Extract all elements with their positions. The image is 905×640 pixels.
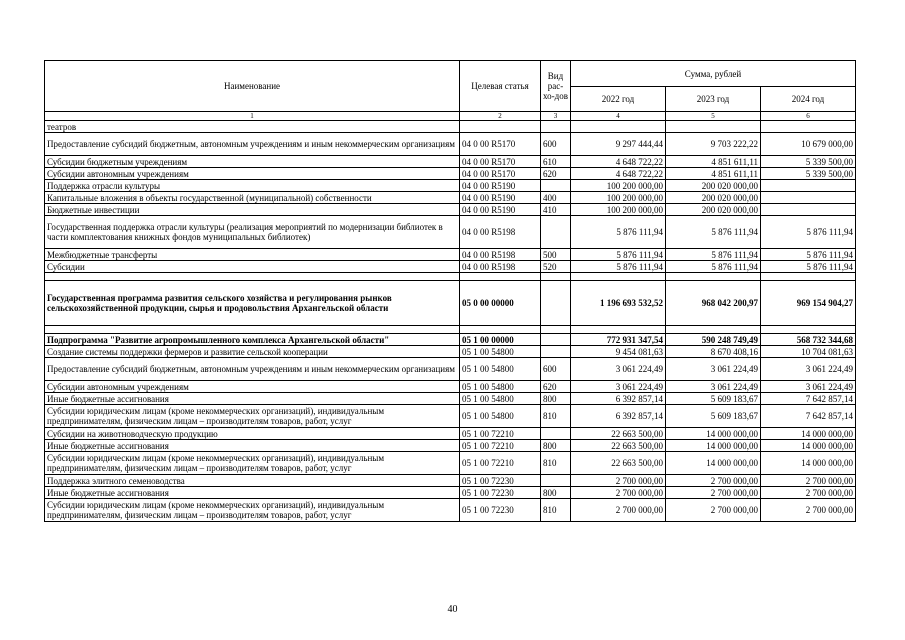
row-value-2024: 10 679 000,00 [761,133,856,156]
row-value-2023: 4 851 611,11 [666,168,761,180]
row-kind: 810 [541,405,571,428]
index-3: 3 [541,112,571,121]
row-value-2023: 14 000 000,00 [666,428,761,440]
row-value-2022: 22 663 500,00 [571,428,666,440]
row-name: Государственная поддержка отрасли культуры (реализация мероприятий по модернизации библиотек в части комплектования книжных фондов муниципальных библиотек) [45,216,460,249]
index-5: 5 [666,112,761,121]
row-kind [541,273,571,281]
row-value-2023: 968 042 200,97 [666,281,761,326]
row-value-2024: 14 000 000,00 [761,440,856,452]
header-year-2024: 2024 год [761,87,856,112]
row-value-2023: 3 061 224,49 [666,381,761,393]
table-body [45,121,856,522]
row-value-2023 [666,326,761,334]
header-year-2022: 2022 год [571,87,666,112]
row-code: 04 0 00 R5198 [460,261,541,273]
page-number: 40 [447,604,458,615]
row-kind: 400 [541,192,571,204]
index-6: 6 [761,112,856,121]
row-value-2022: 2 700 000,00 [571,475,666,487]
row-name: Бюджетные инвестиции [45,204,460,216]
row-code: 05 1 00 72230 [460,475,541,487]
row-value-2024: 5 876 111,94 [761,216,856,249]
row-name: Государственная программа развития сельского хозяйства и регулирования рынков сельскохозяйственной продукции, сырья и продовольствия Архангельской области [45,281,460,326]
row-value-2024: 7 642 857,14 [761,393,856,405]
table-row [45,133,856,156]
row-value-2023: 14 000 000,00 [666,440,761,452]
row-code: 04 0 00 R5190 [460,192,541,204]
row-value-2024 [761,273,856,281]
row-value-2024: 2 700 000,00 [761,487,856,499]
row-code: 05 1 00 54800 [460,358,541,381]
row-value-2024 [761,204,856,216]
row-value-2024: 14 000 000,00 [761,428,856,440]
row-value-2023: 5 609 183,67 [666,405,761,428]
row-value-2022: 100 200 000,00 [571,192,666,204]
table-row [45,168,856,180]
row-value-2022: 6 392 857,14 [571,405,666,428]
table-row [45,156,856,168]
row-value-2024: 3 061 224,49 [761,381,856,393]
row-code: 05 1 00 54800 [460,393,541,405]
row-kind [541,346,571,358]
header-code: Целевая статья [460,61,541,112]
index-1: 1 [45,112,460,121]
row-kind: 500 [541,249,571,261]
table-row [45,487,856,499]
row-name: Поддержка отрасли культуры [45,180,460,192]
row-name: Субсидии [45,261,460,273]
row-kind [541,121,571,133]
row-code: 05 1 00 72210 [460,452,541,475]
row-value-2023: 2 700 000,00 [666,487,761,499]
row-value-2024 [761,180,856,192]
row-name: Субсидии автономным учреждениям [45,381,460,393]
row-name [45,326,460,334]
row-value-2022: 1 196 693 532,52 [571,281,666,326]
row-code: 05 1 00 72230 [460,487,541,499]
row-value-2024: 969 154 904,27 [761,281,856,326]
row-kind: 520 [541,261,571,273]
row-value-2022: 22 663 500,00 [571,452,666,475]
row-code: 05 1 00 72210 [460,440,541,452]
row-value-2022: 4 648 722,22 [571,168,666,180]
row-code: 05 1 00 00000 [460,334,541,346]
row-kind [541,281,571,326]
row-kind: 800 [541,487,571,499]
row-value-2023: 200 020 000,00 [666,180,761,192]
row-code: 04 0 00 R5170 [460,133,541,156]
row-name: Иные бюджетные ассигнования [45,487,460,499]
row-kind: 620 [541,381,571,393]
header-year-2023: 2023 год [666,87,761,112]
row-code: 04 0 00 R5170 [460,168,541,180]
row-name: Подпрограмма "Развитие агропромышленного комплекса Архангельской области" [45,334,460,346]
row-value-2024: 7 642 857,14 [761,405,856,428]
table-row [45,180,856,192]
row-value-2023: 2 700 000,00 [666,499,761,522]
table-row [45,440,856,452]
row-code [460,121,541,133]
row-value-2022: 2 700 000,00 [571,499,666,522]
row-value-2024: 5 876 111,94 [761,261,856,273]
row-code: 05 1 00 54800 [460,381,541,393]
row-kind [541,334,571,346]
row-kind: 600 [541,133,571,156]
row-kind: 620 [541,168,571,180]
table-row [45,204,856,216]
row-value-2024: 14 000 000,00 [761,452,856,475]
row-code: 05 1 00 72210 [460,428,541,440]
row-value-2022 [571,121,666,133]
row-value-2023: 200 020 000,00 [666,192,761,204]
row-value-2023: 5 876 111,94 [666,249,761,261]
table-row [45,121,856,133]
row-value-2023 [666,273,761,281]
row-code: 05 1 00 72230 [460,499,541,522]
row-name: Предоставление субсидий бюджетным, автономным учреждениям и иным некоммерческим организациям [45,133,460,156]
row-value-2023: 4 851 611,11 [666,156,761,168]
table-row [45,475,856,487]
header-name: Наименование [45,61,460,112]
row-name [45,273,460,281]
row-value-2022: 9 297 444,44 [571,133,666,156]
table-row [45,192,856,204]
row-kind [541,326,571,334]
row-value-2024 [761,121,856,133]
table-row [45,281,856,326]
row-value-2022: 6 392 857,14 [571,393,666,405]
row-name: Субсидии юридическим лицам (кроме некоммерческих организаций), индивидуальным предпринимателям, физическим лицам – производителям товаров, работ, услуг [45,452,460,475]
row-value-2024: 2 700 000,00 [761,475,856,487]
row-code: 04 0 00 R5170 [460,156,541,168]
index-2: 2 [460,112,541,121]
row-name: Субсидии на животноводческую продукцию [45,428,460,440]
row-kind: 810 [541,452,571,475]
row-value-2023: 200 020 000,00 [666,204,761,216]
row-name: театров [45,121,460,133]
row-value-2024: 5 339 500,00 [761,156,856,168]
header-sum: Сумма, рублей [571,61,856,87]
row-value-2022: 3 061 224,49 [571,381,666,393]
row-value-2024: 5 339 500,00 [761,168,856,180]
row-name: Межбюджетные трансферты [45,249,460,261]
row-code [460,273,541,281]
row-value-2024 [761,326,856,334]
spacer-row [45,273,856,281]
row-name: Предоставление субсидий бюджетным, автономным учреждениям и иным некоммерческим организациям [45,358,460,381]
row-code: 05 1 00 54800 [460,346,541,358]
row-kind: 600 [541,358,571,381]
row-kind: 610 [541,156,571,168]
row-kind: 800 [541,440,571,452]
row-value-2022: 3 061 224,49 [571,358,666,381]
row-value-2024: 2 700 000,00 [761,499,856,522]
row-value-2023: 9 703 222,22 [666,133,761,156]
row-code: 04 0 00 R5198 [460,249,541,261]
row-value-2023: 14 000 000,00 [666,452,761,475]
row-value-2023: 3 061 224,49 [666,358,761,381]
row-name: Иные бюджетные ассигнования [45,440,460,452]
row-value-2023: 5 876 111,94 [666,261,761,273]
table-row [45,393,856,405]
table-row [45,499,856,522]
row-kind: 810 [541,499,571,522]
row-name: Иные бюджетные ассигнования [45,393,460,405]
row-code: 04 0 00 R5190 [460,180,541,192]
row-value-2024: 10 704 081,63 [761,346,856,358]
row-value-2024 [761,192,856,204]
budget-table [44,60,856,522]
table-header [45,61,856,121]
table-row [45,428,856,440]
row-code: 05 1 00 54800 [460,405,541,428]
table-row [45,334,856,346]
row-value-2022: 9 454 081,63 [571,346,666,358]
row-value-2024: 5 876 111,94 [761,249,856,261]
table-row [45,249,856,261]
row-value-2022: 4 648 722,22 [571,156,666,168]
row-value-2023 [666,121,761,133]
row-kind: 800 [541,393,571,405]
row-name: Поддержка элитного семеноводства [45,475,460,487]
row-name: Субсидии автономным учреждениям [45,168,460,180]
row-code [460,326,541,334]
row-value-2023: 590 248 749,49 [666,334,761,346]
table-row [45,346,856,358]
table-row [45,216,856,249]
row-kind [541,428,571,440]
row-kind [541,180,571,192]
row-value-2022: 2 700 000,00 [571,487,666,499]
row-name: Субсидии бюджетным учреждениям [45,156,460,168]
table-row [45,405,856,428]
row-code: 04 0 00 R5190 [460,204,541,216]
row-value-2023: 8 670 408,16 [666,346,761,358]
row-value-2023: 5 609 183,67 [666,393,761,405]
row-value-2022: 5 876 111,94 [571,249,666,261]
row-value-2023: 2 700 000,00 [666,475,761,487]
spacer-row [45,326,856,334]
row-code: 05 0 00 00000 [460,281,541,326]
table-row [45,261,856,273]
row-value-2022: 100 200 000,00 [571,180,666,192]
row-name: Субсидии юридическим лицам (кроме некоммерческих организаций), индивидуальным предпринимателям, физическим лицам – производителям товаров, работ, услуг [45,405,460,428]
row-value-2022: 5 876 111,94 [571,216,666,249]
table-row [45,381,856,393]
table-row [45,452,856,475]
row-value-2022 [571,326,666,334]
row-value-2022: 5 876 111,94 [571,261,666,273]
row-kind [541,475,571,487]
index-4: 4 [571,112,666,121]
row-value-2022 [571,273,666,281]
header-kind: Вид рас-хо-дов [541,61,571,112]
row-value-2022: 22 663 500,00 [571,440,666,452]
row-value-2022: 100 200 000,00 [571,204,666,216]
row-value-2024: 568 732 344,68 [761,334,856,346]
row-kind [541,216,571,249]
row-value-2024: 3 061 224,49 [761,358,856,381]
row-kind: 410 [541,204,571,216]
row-name: Капитальные вложения в объекты государственной (муниципальной) собственности [45,192,460,204]
row-value-2023: 5 876 111,94 [666,216,761,249]
row-code: 04 0 00 R5198 [460,216,541,249]
row-value-2022: 772 931 347,54 [571,334,666,346]
table-row [45,358,856,381]
row-name: Субсидии юридическим лицам (кроме некоммерческих организаций), индивидуальным предпринимателям, физическим лицам – производителям товаров, работ, услуг [45,499,460,522]
row-name: Создание системы поддержки фермеров и развитие сельской кооперации [45,346,460,358]
